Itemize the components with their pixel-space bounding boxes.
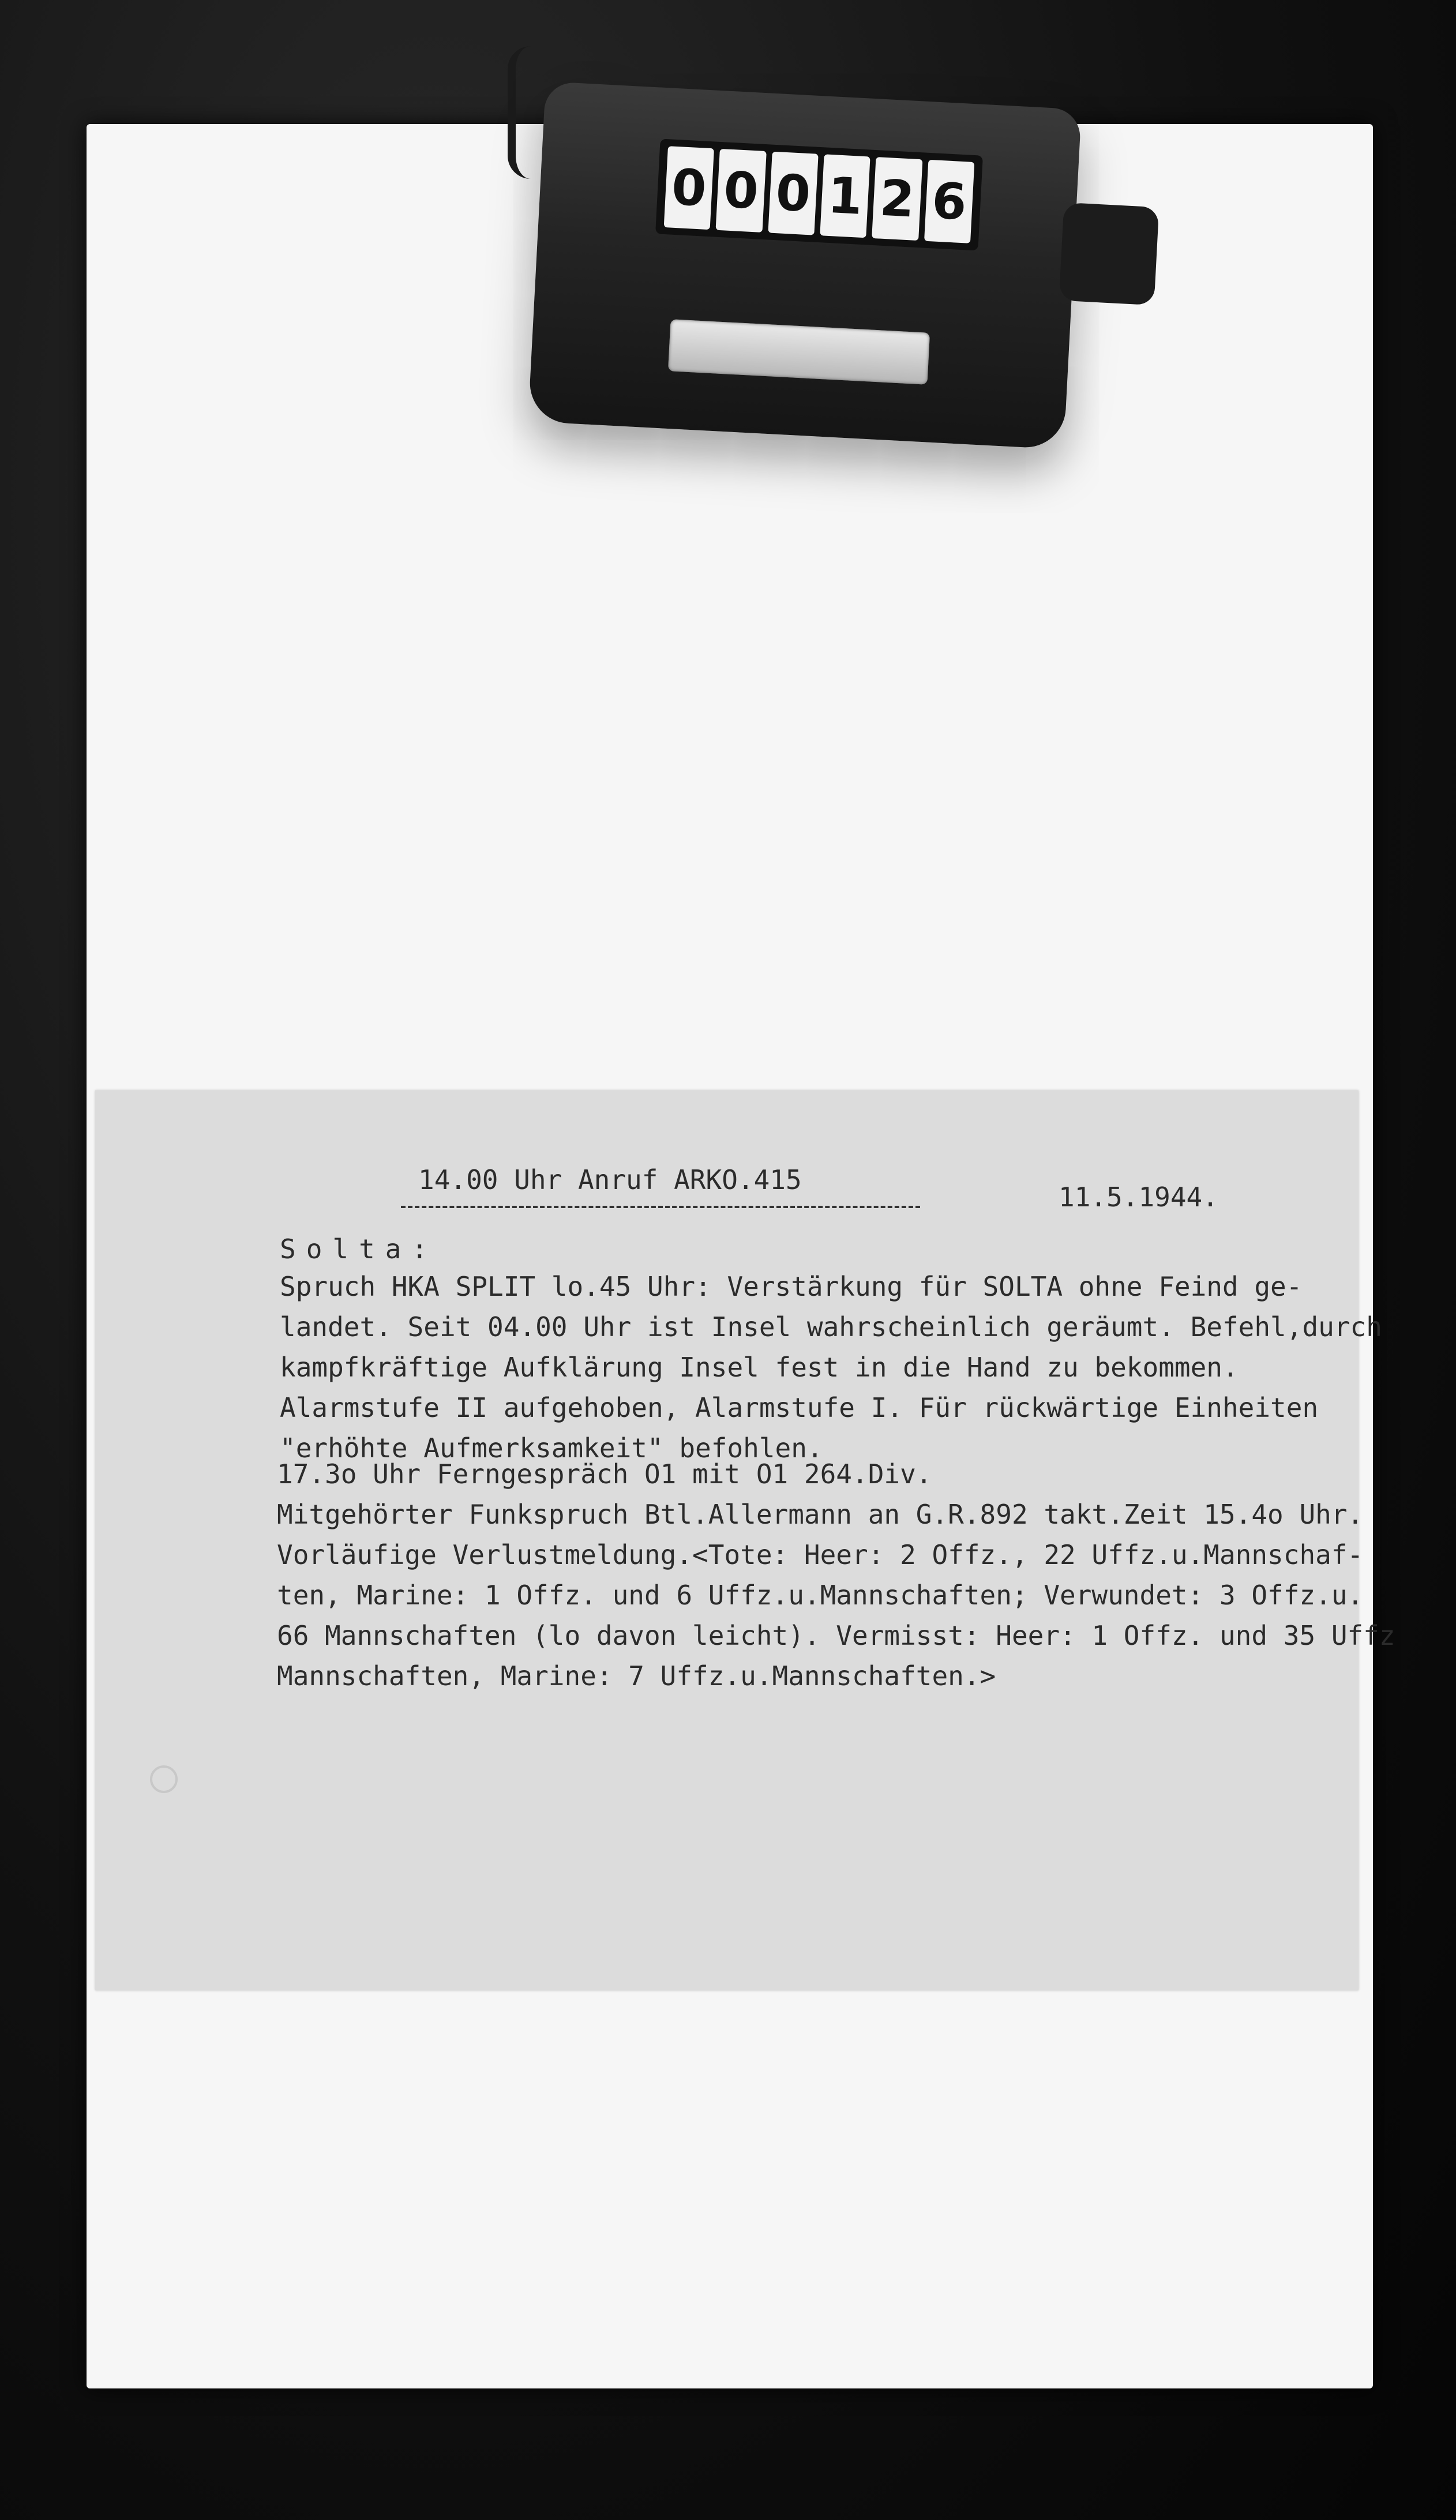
- header-date: 11.5.1944.: [1059, 1182, 1218, 1213]
- header-call: 14.00 Uhr Anruf ARKO.415: [418, 1164, 802, 1195]
- counter-digits: [655, 138, 983, 250]
- counter-knob: [1059, 202, 1159, 305]
- counter-digit: 0: [716, 149, 767, 232]
- paragraph-solta-report: Spruch HKA SPLIT lo.45 Uhr: Verstärkung für SOLTA ohne Feind ge- landet. Seit 04.00 Uhr ist Insel wahrscheinlich geräumt. Befehl,durch kampfkräftige Aufklärung Insel fest in die Hand zu bekommen. Alarmstufe II aufgehoben, Alarmstufe I. Für rückwärtige Einheiten "erhöhte Aufmerksamkeit" befohlen.: [280, 1271, 1382, 1464]
- paragraph-loss-report: 17.3o Uhr Ferngespräch O1 mit O1 264.Div. Mitgehörter Funkspruch Btl.Allermann an G.R.892 takt.Zeit 15.4o Uhr. Vorläufige Verlustmeldung.<Tote: Heer: 2 Offz., 22 Uffz.u.Mannschaf- ten, Marine: 1 Offz. und 6 Uffz.u.Mannschaften; Verwundet: 3 Offz.u. 66 Mannschaften (lo davon leicht). Vermisst: Heer: 1 Offz. und 35 Uffz Mannschaften, Marine: 7 Uffz.u.Mannschaften.>: [277, 1458, 1395, 1692]
- heading-solta: Solta:: [280, 1233, 438, 1265]
- frame-counter-device: [528, 81, 1082, 449]
- counter-digit: 0: [768, 152, 819, 235]
- counter-digit: 6: [924, 160, 975, 243]
- counter-digit: 0: [664, 146, 715, 230]
- counter-digit: 2: [872, 157, 922, 241]
- typed-document-card: [95, 1090, 1395, 1990]
- header-underline: [401, 1206, 920, 1208]
- counter-digit: 1: [820, 154, 870, 238]
- punch-hole: [150, 1765, 178, 1793]
